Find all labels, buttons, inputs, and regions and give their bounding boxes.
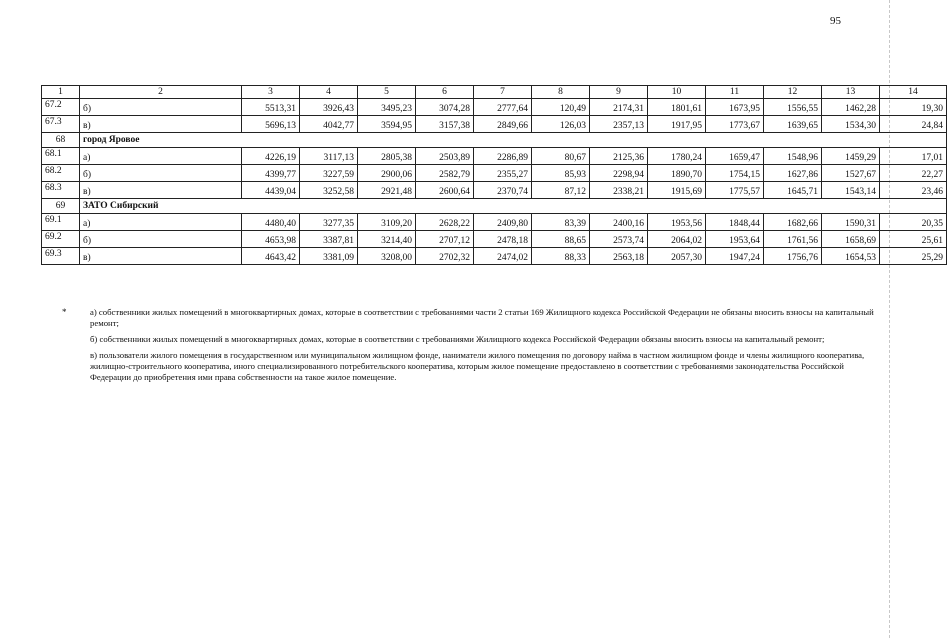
row-code: 69.1 (42, 214, 80, 231)
value-cell: 2702,32 (416, 248, 474, 265)
value-cell: 2921,48 (358, 182, 416, 199)
row-code: 68.2 (42, 165, 80, 182)
value-cell: 3277,35 (300, 214, 358, 231)
value-cell: 2370,74 (474, 182, 532, 199)
value-cell: 1947,24 (706, 248, 764, 265)
column-header: 14 (880, 86, 947, 99)
value-cell: 87,12 (532, 182, 590, 199)
value-cell: 85,93 (532, 165, 590, 182)
value-cell: 3117,13 (300, 148, 358, 165)
value-cell: 2478,18 (474, 231, 532, 248)
column-header: 9 (590, 86, 648, 99)
section-row (42, 133, 947, 148)
value-cell: 80,67 (532, 148, 590, 165)
value-cell: 3074,28 (416, 99, 474, 116)
value-cell: 126,03 (532, 116, 590, 133)
value-cell: 1556,55 (764, 99, 822, 116)
column-header: 13 (822, 86, 880, 99)
value-cell: 1953,64 (706, 231, 764, 248)
row-code: 69.3 (42, 248, 80, 265)
column-header: 5 (358, 86, 416, 99)
value-cell: 1543,14 (822, 182, 880, 199)
value-cell: 23,46 (880, 182, 947, 199)
value-cell: 2503,89 (416, 148, 474, 165)
table-row (42, 214, 947, 231)
value-cell: 3495,23 (358, 99, 416, 116)
value-cell: 17,01 (880, 148, 947, 165)
value-cell: 2338,21 (590, 182, 648, 199)
value-cell: 3252,58 (300, 182, 358, 199)
value-cell: 2298,94 (590, 165, 648, 182)
footnote-item: в) пользователи жилого помещения в государственном или муниципальном жилищном фонде, наниматели жилого помещения по договору найма в частном жилищном фонде и члены жилищного кооператива, жилищно-строительного кооператива, иного специализированного потребительского кооператива, которым жилое помещение предоставлено в соответствии с требованиями законодательства Российской Федерации до приобретения ими права собственности на такое жилое помещение. (90, 350, 865, 382)
value-cell: 2125,36 (590, 148, 648, 165)
table-row (42, 231, 947, 248)
value-cell: 1848,44 (706, 214, 764, 231)
row-code: 67.3 (42, 116, 80, 133)
row-code: 69.2 (42, 231, 80, 248)
table-body (42, 86, 947, 265)
value-cell: 2355,27 (474, 165, 532, 182)
table-row (42, 165, 947, 182)
value-cell: 2573,74 (590, 231, 648, 248)
value-cell: 3157,38 (416, 116, 474, 133)
value-cell: 2600,64 (416, 182, 474, 199)
value-cell: 2174,31 (590, 99, 648, 116)
value-cell: 1658,69 (822, 231, 880, 248)
value-cell: 1527,67 (822, 165, 880, 182)
value-cell: 19,30 (880, 99, 947, 116)
section-code: 69 (42, 199, 80, 214)
tariff-table (41, 85, 947, 265)
table-row (42, 182, 947, 199)
value-cell: 4439,04 (242, 182, 300, 199)
value-cell: 120,49 (532, 99, 590, 116)
column-header: 2 (80, 86, 242, 99)
section-title: ЗАТО Сибирский (80, 199, 947, 214)
value-cell: 3926,43 (300, 99, 358, 116)
table-row (42, 148, 947, 165)
value-cell: 3594,95 (358, 116, 416, 133)
row-label: в) (80, 116, 242, 133)
value-cell: 4643,42 (242, 248, 300, 265)
value-cell: 1659,47 (706, 148, 764, 165)
row-label: б) (80, 165, 242, 182)
value-cell: 2474,02 (474, 248, 532, 265)
section-title: город Яровое (80, 133, 947, 148)
row-label: в) (80, 248, 242, 265)
value-cell: 1459,29 (822, 148, 880, 165)
value-cell: 1756,76 (764, 248, 822, 265)
row-label: б) (80, 99, 242, 116)
row-code: 68.1 (42, 148, 80, 165)
column-header: 4 (300, 86, 358, 99)
value-cell: 1590,31 (822, 214, 880, 231)
value-cell: 3381,09 (300, 248, 358, 265)
value-cell: 20,35 (880, 214, 947, 231)
value-cell: 25,61 (880, 231, 947, 248)
value-cell: 83,39 (532, 214, 590, 231)
value-cell: 4226,19 (242, 148, 300, 165)
value-cell: 88,33 (532, 248, 590, 265)
value-cell: 1639,65 (764, 116, 822, 133)
value-cell: 1654,53 (822, 248, 880, 265)
column-header: 12 (764, 86, 822, 99)
row-code: 68.3 (42, 182, 80, 199)
table-row (42, 248, 947, 265)
column-header: 7 (474, 86, 532, 99)
column-header: 10 (648, 86, 706, 99)
row-code: 67.2 (42, 99, 80, 116)
value-cell: 1801,61 (648, 99, 706, 116)
value-cell: 88,65 (532, 231, 590, 248)
value-cell: 2357,13 (590, 116, 648, 133)
value-cell: 1917,95 (648, 116, 706, 133)
page-number: 95 (830, 15, 841, 27)
value-cell: 2805,38 (358, 148, 416, 165)
value-cell: 24,84 (880, 116, 947, 133)
value-cell: 4042,77 (300, 116, 358, 133)
value-cell: 2064,02 (648, 231, 706, 248)
table-row (42, 116, 947, 133)
value-cell: 3208,00 (358, 248, 416, 265)
column-header: 11 (706, 86, 764, 99)
value-cell: 1627,86 (764, 165, 822, 182)
value-cell: 5696,13 (242, 116, 300, 133)
value-cell: 1915,69 (648, 182, 706, 199)
value-cell: 1890,70 (648, 165, 706, 182)
column-header: 6 (416, 86, 474, 99)
value-cell: 3109,20 (358, 214, 416, 231)
table-row (42, 99, 947, 116)
section-row (42, 199, 947, 214)
value-cell: 1682,66 (764, 214, 822, 231)
value-cell: 2582,79 (416, 165, 474, 182)
value-cell: 2400,16 (590, 214, 648, 231)
footnotes (90, 307, 880, 388)
value-cell: 2409,80 (474, 214, 532, 231)
value-cell: 2563,18 (590, 248, 648, 265)
value-cell: 3214,40 (358, 231, 416, 248)
value-cell: 5513,31 (242, 99, 300, 116)
value-cell: 1645,71 (764, 182, 822, 199)
value-cell: 1780,24 (648, 148, 706, 165)
row-label: б) (80, 231, 242, 248)
column-header: 8 (532, 86, 590, 99)
value-cell: 1953,56 (648, 214, 706, 231)
value-cell: 3387,81 (300, 231, 358, 248)
value-cell: 4653,98 (242, 231, 300, 248)
value-cell: 1673,95 (706, 99, 764, 116)
column-header: 1 (42, 86, 80, 99)
value-cell: 1462,28 (822, 99, 880, 116)
value-cell: 22,27 (880, 165, 947, 182)
row-label: в) (80, 182, 242, 199)
value-cell: 1773,67 (706, 116, 764, 133)
value-cell: 1548,96 (764, 148, 822, 165)
column-header: 3 (242, 86, 300, 99)
footnote-item: б) собственники жилых помещений в многоквартирных домах, которые в соответствии с требованиями Жилищного кодекса Российской Федерации обязаны вносить взносы на капитальный ремонт; (90, 334, 825, 344)
value-cell: 3227,59 (300, 165, 358, 182)
value-cell: 25,29 (880, 248, 947, 265)
row-label: а) (80, 148, 242, 165)
value-cell: 1754,15 (706, 165, 764, 182)
value-cell: 2849,66 (474, 116, 532, 133)
value-cell: 2900,06 (358, 165, 416, 182)
value-cell: 2286,89 (474, 148, 532, 165)
column-header-row (42, 86, 947, 99)
value-cell: 2707,12 (416, 231, 474, 248)
value-cell: 2777,64 (474, 99, 532, 116)
footnote-item: а) собственники жилых помещений в многоквартирных домах, которые в соответствии с требованиями части 2 статьи 169 Жилищного кодекса Российской Федерации не обязаны вносить взносы на капитальный ремонт; (90, 307, 874, 328)
section-code: 68 (42, 133, 80, 148)
value-cell: 1775,57 (706, 182, 764, 199)
value-cell: 1534,30 (822, 116, 880, 133)
value-cell: 4480,40 (242, 214, 300, 231)
row-label: а) (80, 214, 242, 231)
footnote-marker: * (62, 307, 67, 317)
value-cell: 2628,22 (416, 214, 474, 231)
value-cell: 4399,77 (242, 165, 300, 182)
value-cell: 2057,30 (648, 248, 706, 265)
value-cell: 1761,56 (764, 231, 822, 248)
